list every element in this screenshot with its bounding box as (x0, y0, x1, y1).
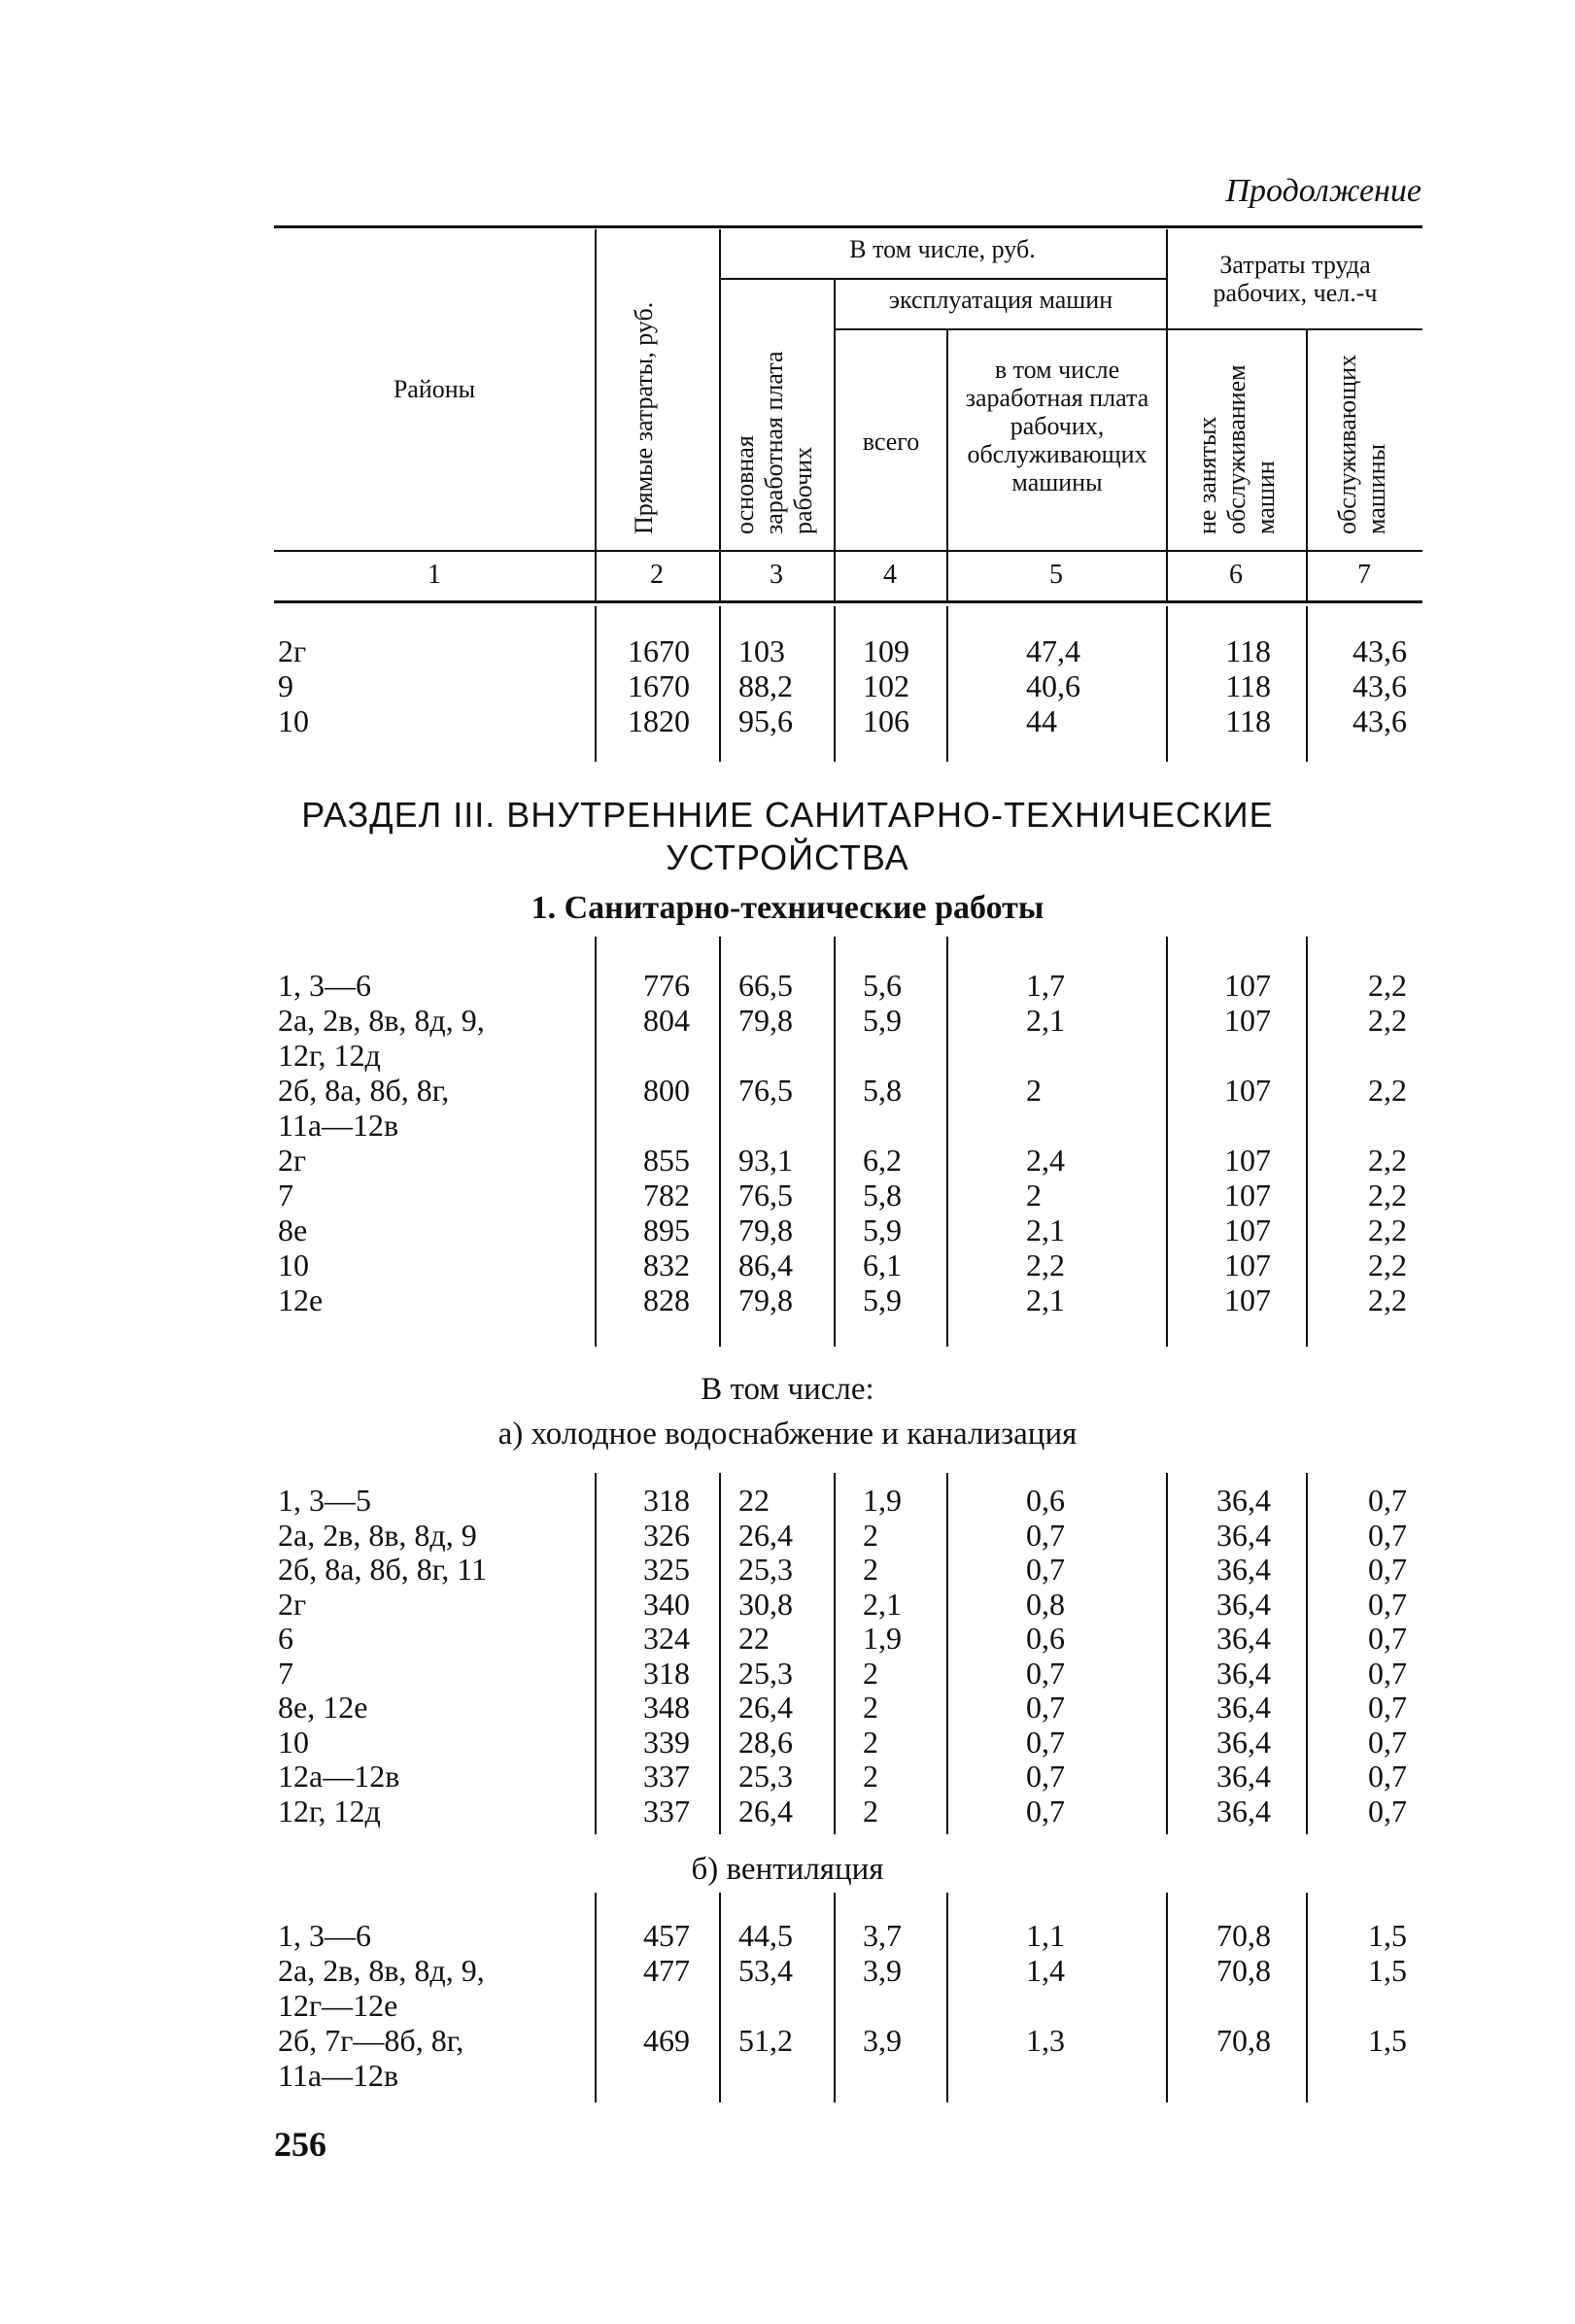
cold-water-heading: а) холодное водоснабжение и канализация (497, 1417, 1078, 1452)
cell-col-3: 26,4 (738, 1690, 793, 1725)
cell-col-4: 5,9 (863, 1213, 902, 1247)
table-row (0, 1794, 1575, 1828)
table-row (0, 1621, 1575, 1656)
cell-col-2: 477 (643, 1953, 690, 1988)
cell-col-1: 2б, 8а, 8б, 8г, (278, 1073, 450, 1108)
cell-col-2: 1670 (628, 668, 690, 703)
cell-col-7: 43,6 (1352, 703, 1407, 738)
cell-col-7: 2,2 (1368, 1213, 1407, 1247)
col-number-2: 2 (650, 560, 664, 590)
table-row (0, 1918, 1575, 1953)
header-total: всего (862, 427, 920, 456)
cell-col-5: 0,7 (1026, 1552, 1065, 1587)
cell-col-6: 107 (1224, 1143, 1271, 1178)
header-labor-rule (1166, 328, 1422, 330)
table-row (0, 1213, 1575, 1247)
cell-col-6: 107 (1224, 1178, 1271, 1213)
cell-col-5: 0,6 (1026, 1621, 1065, 1656)
cell-col-4: 1,9 (863, 1621, 902, 1656)
table-row (0, 703, 1575, 738)
header-machine-operation: эксплуатация машин (888, 286, 1113, 314)
cell-col-3: 66,5 (738, 968, 793, 1003)
cell-col-7: 0,7 (1368, 1517, 1407, 1553)
cell-col-5: 1,7 (1026, 968, 1065, 1003)
cell-col-1: 11а—12в (278, 1108, 399, 1143)
header-number-rule (274, 600, 1422, 603)
cell-col-2: 832 (643, 1247, 690, 1282)
header-top-rule (274, 225, 1422, 228)
including-label: В том числе: (701, 1372, 874, 1407)
cell-col-7: 0,7 (1368, 1690, 1407, 1725)
cell-col-5: 0,7 (1026, 1759, 1065, 1794)
cell-col-5: 0,7 (1026, 1793, 1065, 1828)
cell-col-5: 2,1 (1026, 1282, 1065, 1317)
cell-col-2: 337 (643, 1793, 690, 1828)
cell-col-2: 776 (643, 968, 690, 1003)
cell-col-2: 457 (643, 1918, 690, 1953)
cell-col-3: 30,8 (738, 1586, 793, 1622)
cell-col-4: 2 (863, 1690, 878, 1725)
cell-col-1: 10 (278, 703, 309, 738)
cell-col-2: 828 (643, 1282, 690, 1317)
cell-col-6: 70,8 (1216, 2023, 1271, 2058)
cell-col-5: 40,6 (1026, 668, 1080, 703)
cell-col-5: 0,7 (1026, 1690, 1065, 1725)
col-number-3: 3 (770, 560, 783, 590)
cell-col-2: 325 (643, 1552, 690, 1587)
table-row (0, 1143, 1575, 1178)
cell-col-5: 0,6 (1026, 1483, 1065, 1518)
cell-col-6: 70,8 (1216, 1953, 1271, 1988)
cell-col-5: 1,1 (1026, 1918, 1065, 1953)
cell-col-6: 36,4 (1216, 1655, 1271, 1691)
cell-col-6: 118 (1225, 633, 1271, 668)
cell-col-2: 800 (643, 1073, 690, 1108)
table-row (0, 1759, 1575, 1794)
header-labor-costs: Затраты труда рабочих, чел.-ч (1213, 251, 1378, 307)
col-number-7: 7 (1357, 560, 1371, 590)
cell-col-3: 86,4 (738, 1247, 793, 1282)
table-row (0, 1988, 1575, 2023)
cell-col-2: 782 (643, 1178, 690, 1213)
table-row (0, 1108, 1575, 1143)
cell-col-3: 26,4 (738, 1517, 793, 1553)
cell-col-3: 93,1 (738, 1143, 793, 1178)
cell-col-3: 76,5 (738, 1073, 793, 1108)
cell-col-6: 118 (1225, 703, 1271, 738)
cell-col-3: 79,8 (738, 1003, 793, 1038)
cell-col-4: 5,8 (863, 1073, 902, 1108)
cell-col-6: 107 (1224, 1073, 1271, 1108)
cell-col-2: 318 (643, 1483, 690, 1518)
table-row (0, 1003, 1575, 1038)
cell-col-6: 36,4 (1216, 1586, 1271, 1622)
table-row (0, 1656, 1575, 1691)
cell-col-4: 6,2 (863, 1143, 902, 1178)
cell-col-3: 103 (738, 633, 785, 668)
header-divider-2 (719, 229, 721, 600)
cell-col-3: 51,2 (738, 2023, 793, 2058)
cell-col-5: 1,3 (1026, 2023, 1065, 2058)
cell-col-4: 2,1 (863, 1586, 902, 1622)
cell-col-3: 44,5 (738, 1918, 793, 1953)
cell-col-2: 1670 (628, 633, 690, 668)
cell-col-2: 804 (643, 1003, 690, 1038)
cell-col-1: 7 (278, 1178, 293, 1213)
cell-col-7: 0,7 (1368, 1759, 1407, 1794)
header-machine-rule (834, 328, 1166, 330)
cell-col-1: 7 (278, 1655, 293, 1691)
cell-col-3: 76,5 (738, 1178, 793, 1213)
header-regions: Районы (393, 375, 476, 403)
cell-col-4: 3,7 (863, 1918, 902, 1953)
cell-col-1: 9 (278, 668, 293, 703)
cell-col-6: 36,4 (1216, 1517, 1271, 1553)
cell-col-7: 0,7 (1368, 1552, 1407, 1587)
header-serving-workers: обслуживающих машины (1333, 354, 1390, 534)
cell-col-6: 107 (1224, 1003, 1271, 1038)
cell-col-1: 1, 3—6 (278, 1918, 371, 1953)
table-row (0, 1038, 1575, 1073)
cell-col-1: 2г (278, 633, 307, 668)
cell-col-5: 0,8 (1026, 1586, 1065, 1622)
cell-col-1: 10 (278, 1724, 309, 1760)
cell-col-6: 36,4 (1216, 1759, 1271, 1794)
cell-col-1: 6 (278, 1621, 293, 1656)
cell-col-7: 0,7 (1368, 1586, 1407, 1622)
cell-col-4: 2 (863, 1655, 878, 1691)
cell-col-7: 2,2 (1368, 968, 1407, 1003)
subsection-title: 1. Санитарно-технические работы (531, 890, 1044, 926)
cell-col-6: 36,4 (1216, 1621, 1271, 1656)
cell-col-2: 469 (643, 2023, 690, 2058)
cell-col-1: 2а, 2в, 8в, 8д, 9, (278, 1003, 485, 1038)
cell-col-7: 43,6 (1352, 668, 1407, 703)
cell-col-4: 6,1 (863, 1247, 902, 1282)
header-basic-pay: основная заработная плата рабочих (731, 351, 817, 534)
cell-col-7: 43,6 (1352, 633, 1407, 668)
header-divider-5 (1166, 229, 1168, 600)
cell-col-7: 1,5 (1368, 1918, 1407, 1953)
cell-col-5: 2,1 (1026, 1213, 1065, 1247)
cell-col-7: 2,2 (1368, 1247, 1407, 1282)
cell-col-7: 0,7 (1368, 1655, 1407, 1691)
cell-col-1: 12е (278, 1282, 324, 1317)
table-row (0, 968, 1575, 1003)
cell-col-6: 107 (1224, 968, 1271, 1003)
cell-col-5: 0,7 (1026, 1724, 1065, 1760)
cell-col-2: 337 (643, 1759, 690, 1794)
cell-col-6: 118 (1225, 668, 1271, 703)
table-row (0, 1518, 1575, 1553)
continuation-label: Продолжение (1225, 173, 1421, 209)
cell-col-3: 22 (738, 1621, 770, 1656)
cell-col-6: 36,4 (1216, 1724, 1271, 1760)
cell-col-5: 47,4 (1026, 633, 1080, 668)
cell-col-5: 2,4 (1026, 1143, 1065, 1178)
cell-col-4: 5,8 (863, 1178, 902, 1213)
cell-col-4: 109 (863, 633, 909, 668)
table-row (0, 1483, 1575, 1518)
cell-col-7: 0,7 (1368, 1483, 1407, 1518)
table-row (0, 1178, 1575, 1213)
cell-col-1: 12г—12е (278, 1988, 398, 2023)
cell-col-5: 2 (1026, 1178, 1042, 1213)
cell-col-1: 1, 3—6 (278, 968, 371, 1003)
cell-col-1: 12а—12в (278, 1759, 400, 1794)
cell-col-4: 106 (863, 703, 909, 738)
cell-col-7: 2,2 (1368, 1143, 1407, 1178)
cell-col-3: 95,6 (738, 703, 793, 738)
col-number-1: 1 (428, 560, 441, 590)
cell-col-5: 1,4 (1026, 1953, 1065, 1988)
cell-col-2: 326 (643, 1517, 690, 1553)
cell-col-1: 8е (278, 1213, 308, 1247)
cell-col-3: 22 (738, 1483, 770, 1518)
cell-col-5: 44 (1026, 703, 1057, 738)
cell-col-1: 2а, 2в, 8в, 8д, 9 (278, 1517, 477, 1553)
cell-col-6: 107 (1224, 1282, 1271, 1317)
cell-col-4: 102 (863, 668, 909, 703)
header-direct-costs: Прямые затраты, руб. (630, 301, 658, 534)
table-row (0, 2058, 1575, 2093)
table-row (0, 1953, 1575, 1988)
cell-col-4: 2 (863, 1552, 878, 1587)
header-group-rule (719, 278, 1166, 280)
cell-col-1: 11а—12в (278, 2058, 399, 2093)
section-title-line-1: РАЗДЕЛ III. ВНУТРЕННИЕ САНИТАРНО-ТЕХНИЧЕСКИЕ (301, 795, 1274, 835)
cell-col-1: 12г, 12д (278, 1038, 381, 1073)
table-row (0, 1247, 1575, 1282)
cell-col-6: 36,4 (1216, 1793, 1271, 1828)
cell-col-1: 2б, 8а, 8б, 8г, 11 (278, 1552, 488, 1587)
cell-col-4: 2 (863, 1759, 878, 1794)
cell-col-1: 2а, 2в, 8в, 8д, 9, (278, 1953, 485, 1988)
cell-col-4: 5,6 (863, 968, 902, 1003)
cell-col-4: 2 (863, 1724, 878, 1760)
cell-col-6: 36,4 (1216, 1552, 1271, 1587)
table-row (0, 668, 1575, 703)
cell-col-2: 895 (643, 1213, 690, 1247)
cell-col-4: 1,9 (863, 1483, 902, 1518)
cell-col-6: 107 (1224, 1213, 1271, 1247)
cell-col-2: 1820 (628, 703, 690, 738)
col-number-5: 5 (1049, 560, 1063, 590)
cell-col-4: 5,9 (863, 1003, 902, 1038)
cell-col-3: 79,8 (738, 1282, 793, 1317)
table-row (0, 1073, 1575, 1108)
cell-col-1: 1, 3—5 (278, 1483, 371, 1518)
cell-col-5: 2,2 (1026, 1247, 1065, 1282)
table-row (0, 1587, 1575, 1622)
cell-col-6: 36,4 (1216, 1690, 1271, 1725)
cell-col-2: 339 (643, 1724, 690, 1760)
cell-col-7: 1,5 (1368, 2023, 1407, 2058)
cell-col-7: 1,5 (1368, 1953, 1407, 1988)
table-row (0, 1552, 1575, 1587)
header-including-rub: В том числе, руб. (849, 235, 1036, 263)
table-row (0, 2023, 1575, 2058)
cell-col-3: 26,4 (738, 1793, 793, 1828)
ventilation-heading: б) вентиляция (691, 1852, 884, 1887)
cell-col-5: 0,7 (1026, 1517, 1065, 1553)
cell-col-3: 25,3 (738, 1655, 793, 1691)
cell-col-2: 855 (643, 1143, 690, 1178)
header-incl-machine-pay: в том числе заработная плата рабочих, обслуживающих машины (965, 356, 1149, 496)
cell-col-7: 0,7 (1368, 1793, 1407, 1828)
cell-col-4: 5,9 (863, 1282, 902, 1317)
cell-col-3: 53,4 (738, 1953, 793, 1988)
cell-col-6: 36,4 (1216, 1483, 1271, 1518)
cell-col-3: 28,6 (738, 1724, 793, 1760)
cell-col-1: 12г, 12д (278, 1793, 381, 1828)
cell-col-6: 107 (1224, 1247, 1271, 1282)
page-number: 256 (274, 2125, 326, 2164)
cell-col-7: 0,7 (1368, 1621, 1407, 1656)
cell-col-5: 0,7 (1026, 1655, 1065, 1691)
table-row (0, 1725, 1575, 1760)
cell-col-5: 2 (1026, 1073, 1042, 1108)
cell-col-2: 318 (643, 1655, 690, 1691)
section-title-line-2: УСТРОЙСТВА (666, 837, 909, 877)
cell-col-3: 79,8 (738, 1213, 793, 1247)
cell-col-1: 2г (278, 1143, 307, 1178)
cell-col-1: 2г (278, 1586, 307, 1622)
header-not-busy-workers: не занятых обслуживанием машин (1193, 364, 1280, 534)
header-bottom-rule (274, 550, 1422, 552)
cell-col-3: 25,3 (738, 1552, 793, 1587)
cell-col-3: 88,2 (738, 668, 793, 703)
cell-col-7: 2,2 (1368, 1073, 1407, 1108)
cell-col-7: 0,7 (1368, 1724, 1407, 1760)
cell-col-4: 2 (863, 1793, 878, 1828)
table-row (0, 1690, 1575, 1725)
cell-col-2: 348 (643, 1690, 690, 1725)
table-row (0, 1282, 1575, 1317)
cell-col-4: 2 (863, 1517, 878, 1553)
cell-col-7: 2,2 (1368, 1178, 1407, 1213)
cell-col-4: 3,9 (863, 1953, 902, 1988)
cell-col-1: 10 (278, 1247, 309, 1282)
cell-col-6: 70,8 (1216, 1918, 1271, 1953)
col-number-6: 6 (1229, 560, 1243, 590)
cell-col-7: 2,2 (1368, 1003, 1407, 1038)
cell-col-1: 8е, 12е (278, 1690, 368, 1725)
cell-col-2: 324 (643, 1621, 690, 1656)
cell-col-4: 3,9 (863, 2023, 902, 2058)
cell-col-1: 2б, 7г—8б, 8г, (278, 2023, 464, 2058)
cell-col-5: 2,1 (1026, 1003, 1065, 1038)
cell-col-2: 340 (643, 1586, 690, 1622)
table-row (0, 633, 1575, 668)
header-divider-1 (595, 229, 597, 600)
col-number-4: 4 (883, 560, 897, 590)
cell-col-3: 25,3 (738, 1759, 793, 1794)
cell-col-7: 2,2 (1368, 1282, 1407, 1317)
